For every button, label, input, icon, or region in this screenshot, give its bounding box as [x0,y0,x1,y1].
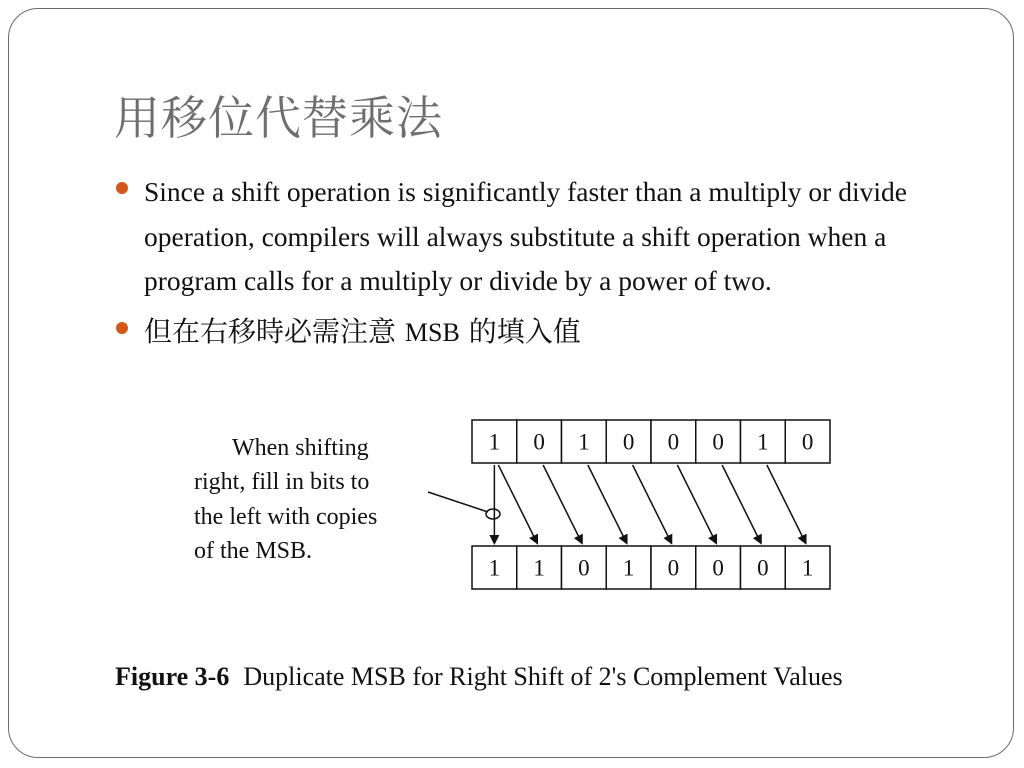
bit-value: 0 [757,555,769,581]
bit-value: 1 [757,429,769,455]
bullet-text-pre: 但在右移時必需注意 [144,314,405,348]
bit-value: 1 [622,555,635,581]
bit-value: 0 [667,555,680,581]
bullet-text-msb: MSB [404,317,460,347]
bullet-text: Since a shift operation is significantly faster than a multiply or divide operation, compilers will always substitute a shift operation when a program calls for a multiply or divide by a power of two. [144,176,907,296]
bit-value: 1 [578,429,590,455]
figure-number: Figure 3-6 [115,662,230,691]
shift-arrow [722,465,761,543]
figure-caption [115,662,843,692]
shift-arrow [588,465,627,543]
bit-value: 0 [622,429,635,455]
bit-value: 0 [712,429,724,455]
shift-arrow [498,465,537,543]
bottom-register [472,546,830,589]
bit-value: 1 [801,555,814,581]
bit-value: 0 [533,429,545,455]
shift-arrow [633,465,672,543]
annotation-line: right, fill in bits to [194,469,370,495]
shift-arrow [767,465,806,543]
bit-value: 0 [578,555,590,581]
shift-arrow [677,465,716,543]
bit-value: 0 [712,555,724,581]
bit-value: 1 [488,429,501,455]
bit-value: 0 [667,429,680,455]
annotation-line: the left with copies [194,504,378,530]
bit-value: 0 [801,429,814,455]
annotation-line: When shifting [232,435,369,461]
figure-caption-text: Duplicate MSB for Right Shift of 2's Complement Values [243,662,843,691]
shift-arrows [494,465,805,543]
shift-arrow [543,465,582,543]
bit-value: 1 [533,555,545,581]
annotation-pointer-line [428,492,488,512]
annotation-line: of the MSB. [194,538,313,564]
bit-value: 1 [488,555,501,581]
annotation-pointer-circle [486,509,500,519]
top-register [472,420,830,463]
slide-title: 用移位代替乘法 [114,91,443,145]
bullet-text-post: 的填入值 [459,314,581,348]
